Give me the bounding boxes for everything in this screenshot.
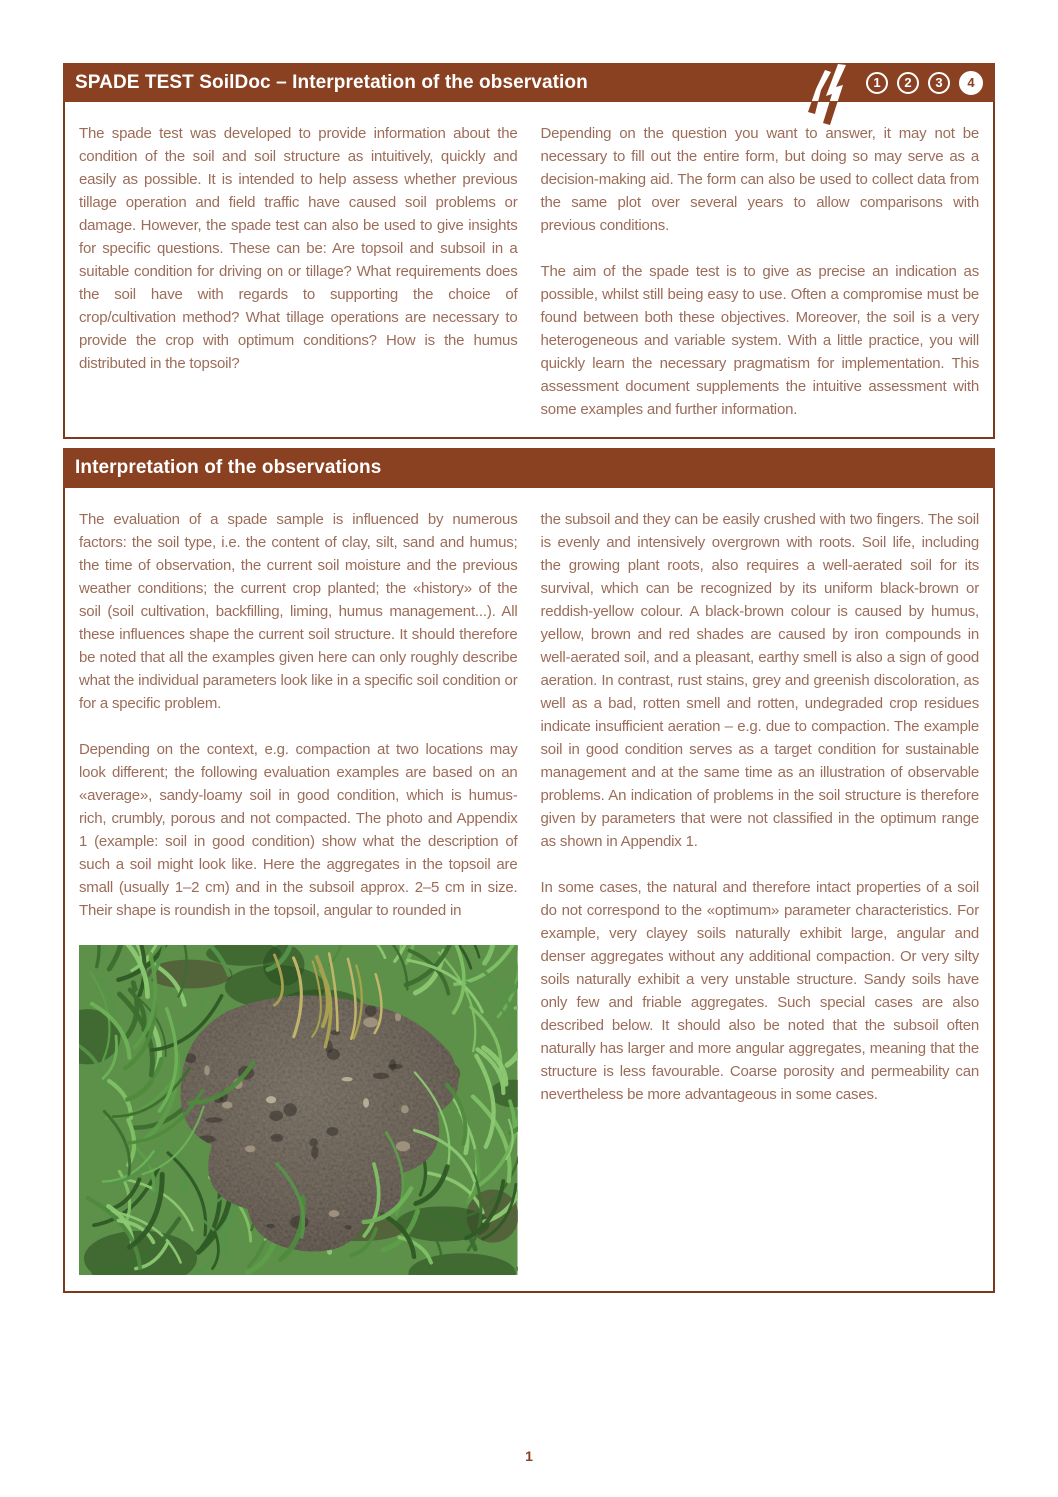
interpretation-header-bar <box>63 448 995 488</box>
interpretation-paragraph: Depending on the context, e.g. compaction at two locations may look different; the following evaluation examples are based on an «average», sandy-loamy soil in good condition, which is humus-rich, crumbly, porous and not compacted. The photo and Appendix 1 (example: soil in good condition) show what the description of such a soil might look like. Here the aggregates in the topsoil are small (usually 1–2 cm) and in the subsoil approx. 2–5 cm in size. Their shape is roundish in the topsoil, angular to rounded in <box>79 741 518 919</box>
step-indicator <box>866 71 983 95</box>
intro-paragraph: The spade test was developed to provide information about the condition of the soil and soil structure as intuitively, quickly and easily as possible. It is intended to help assess whether previous tillage operation and field traffic have caused soil problems or damage. However, the spade test can also be used to give insights for specific questions. These can be: Are topsoil and subsoil in a suitable condition for driving on or tillage? What requirements does the soil have with regards to supporting the choice of crop/cultivation method? What tillage operations are necessary to provide the crop with optimum conditions? How is the humus distributed in the topsoil? <box>79 125 518 372</box>
step-2-circle-icon: 2 <box>897 72 919 94</box>
interpretation-text-box <box>63 488 995 1293</box>
interpretation-paragraph: In some cases, the natural and therefore intact properties of a soil do not correspond to the «optimum» parameter characteristics. For example, very clayey soils naturally exhibit large, angular and denser aggregates without any additional compaction. Or very silty soils naturally exhibit a very unstable structure. Sandy soils have only few and friable aggregates. Such special cases are also described below. It should also be noted that the subsoil often naturally has larger and more angular aggregates, meaning that the structure is less favourable. Coarse porosity and permeability can nevertheless be more advantageous in some cases. <box>540 879 979 1103</box>
intro-header-bar <box>63 63 995 102</box>
intro-header-title: SPADE TEST SoilDoc – Interpretation of the observation <box>75 71 588 93</box>
spade-logo-icon <box>803 64 847 126</box>
interpretation-paragraph: The evaluation of a spade sample is influenced by numerous factors: the soil type, i.e. the content of clay, silt, sand and humus; the time of observation, the current soil moisture and the previous weather conditions; the current crop planted; the «history» of the soil (soil cultivation, backfilling, liming, humus management...). All these influences shape the current soil structure. It should therefore be noted that all the examples given here can only roughly describe what the individual parameters look like in a specific soil condition or for a specific problem. <box>79 511 518 712</box>
intro-paragraph: The aim of the spade test is to give as precise an indication as possible, whilst still being easy to use. Often a compromise must be found between both these objectives. Moreover, the soil is a very heterogeneous and variable system. With a little practice, you will quickly learn the necessary pragmatism for implementation. This assessment document supplements the intuitive assessment with some examples and further information. <box>540 263 979 418</box>
soil-sample-photo <box>79 945 518 1275</box>
interpretation-paragraph: the subsoil and they can be easily crushed with two fingers. The soil is evenly and intensively overgrown with roots. Soil life, including the growing plant roots, also requires a well-aerated soil for its survival, which can be recognized by its uniform black-brown or reddish-yellow colour. A black-brown colour is caused by humus, yellow, brown and red shades are caused by iron compounds in well-aerated soil, and a pleasant, earthy smell is also a sign of good aeration. In contrast, rust stains, grey and greenish discoloration, as well as a bad, rotten smell and rotten, undegraded crop residues indicate insufficient aeration – e.g. due to compaction. The example soil in good condition serves as a target condition for sustainable management and at the same time as an illustration of observable problems. An indication of problems in the soil structure is therefore given by parameters that were not classified in the optimum range as shown in Appendix 1. <box>540 511 979 850</box>
step-1-circle-icon: 1 <box>866 72 888 94</box>
intro-right-column <box>541 122 980 421</box>
step-3-circle-icon: 3 <box>928 72 950 94</box>
interpretation-right-column <box>541 508 980 1275</box>
intro-left-column <box>79 122 518 421</box>
intro-text-box <box>63 102 995 439</box>
interpretation-left-column <box>79 508 518 1275</box>
page-number: 1 <box>525 1448 533 1464</box>
intro-paragraph: Depending on the question you want to answer, it may not be necessary to fill out the entire form, but doing so may serve as a decision-making aid. The form can also be used to collect data from the same plot over several years to allow comparisons with previous conditions. <box>540 125 979 234</box>
interpretation-section <box>63 448 995 1293</box>
step-4-circle-icon-active: 4 <box>959 71 983 95</box>
intro-section <box>63 63 995 439</box>
interpretation-header-title: Interpretation of the observations <box>75 457 382 478</box>
